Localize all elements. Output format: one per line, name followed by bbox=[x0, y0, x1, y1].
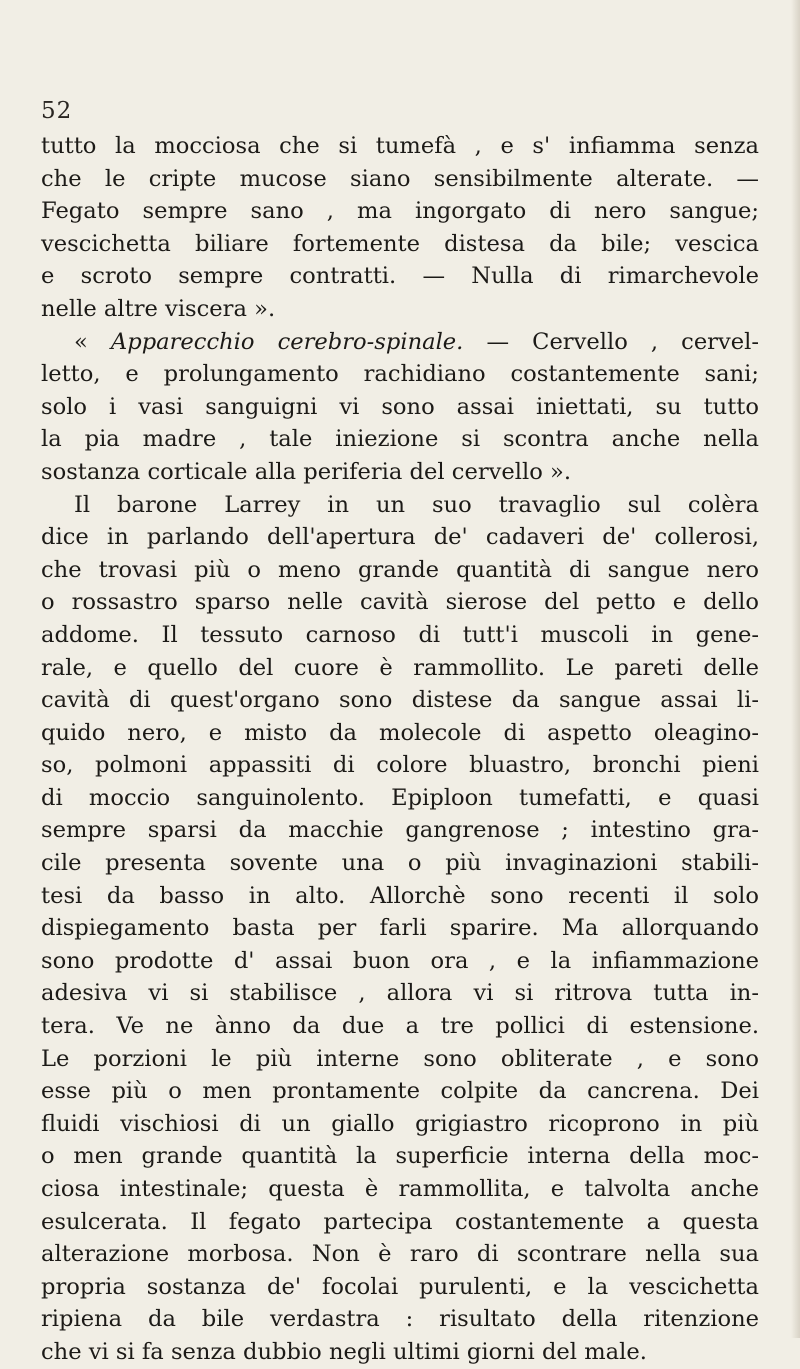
text-line: alterazione morbosa. Non è raro di scontrare nella sua bbox=[41, 1241, 759, 1268]
text-line: esse più o men prontamente colpite da cancrena. Dei bbox=[41, 1078, 759, 1105]
page-number: 52 bbox=[41, 98, 73, 124]
text-line: o rossastro sparso nelle cavità sierose del petto e dello bbox=[41, 589, 759, 616]
text-line: e scroto sempre contratti. — Nulla di rimarchevole bbox=[41, 263, 759, 290]
text-line: fluidi vischiosi di un giallo grigiastro ricoprono in più bbox=[41, 1110, 759, 1137]
text-line: sostanza corticale alla periferia del cervello ». bbox=[41, 458, 572, 485]
text-line: vescichetta biliare fortemente distesa da bile; vescica bbox=[41, 230, 759, 257]
text-line: tutto la mocciosa che si tumefà , e s' infiamma senza bbox=[41, 133, 759, 159]
text-line: ripiena da bile verdastra : risultato della ritenzione bbox=[41, 1306, 759, 1333]
text-line: tera. Ve ne ànno da due a tre pollici di estensione. bbox=[41, 1013, 759, 1040]
text-line: o men grande quantità la superficie interna della moc- bbox=[41, 1143, 759, 1170]
text-line: adesiva vi si stabilisce , allora vi si ritrova tutta in- bbox=[41, 980, 759, 1007]
text-line: sempre sparsi da macchie gangrenose ; intestino gra- bbox=[41, 817, 759, 844]
text-line: letto, e prolungamento rachidiano costantemente sani; bbox=[41, 361, 759, 388]
text-line: esulcerata. Il fegato partecipa costantemente a questa bbox=[41, 1208, 759, 1235]
text-line: so, polmoni appassiti di colore bluastro, bronchi pieni bbox=[41, 752, 759, 779]
text-line: che le cripte mucose siano sensibilmente alterate. — bbox=[41, 165, 759, 192]
text-line: quido nero, e misto da molecole di aspetto oleagino- bbox=[41, 719, 759, 746]
text-line: cavità di quest'organo sono distese da sangue assai li- bbox=[41, 687, 759, 714]
italic-section-title: Apparecchio cerebro-spinale. bbox=[110, 328, 464, 355]
text-line: dispiegamento basta per farli sparire. Ma allorquando bbox=[41, 915, 759, 942]
text-line: di moccio sanguinolento. Epiploon tumefatti, e quasi bbox=[41, 784, 759, 811]
text-line: che vi si fa senza dubbio negli ultimi giorni del male. bbox=[41, 1338, 647, 1365]
text-line: ciosa intestinale; questa è rammollita, e talvolta anche bbox=[41, 1176, 759, 1202]
text-line: Le porzioni le più interne sono obliterate , e sono bbox=[41, 1045, 759, 1072]
text-line: cile presenta sovente una o più invaginazioni stabili- bbox=[41, 850, 759, 877]
text-line: che trovasi più o meno grande quantità di sangue nero bbox=[41, 556, 759, 583]
body-text bbox=[41, 130, 759, 1369]
text-line: dice in parlando dell'apertura de' cadaveri de' collerosi, bbox=[41, 524, 759, 551]
text-line: propria sostanza de' focolai purulenti, e la vescichetta bbox=[41, 1273, 759, 1300]
text-line: nelle altre viscera ». bbox=[41, 295, 276, 322]
text-line: sono prodotte d' assai buon ora , e la infiammazione bbox=[41, 947, 759, 974]
text-line: Il barone Larrey in un suo travaglio sul colèra bbox=[74, 491, 759, 518]
text-line: Fegato sempre sano , ma ingorgato di nero sangue; bbox=[41, 198, 759, 225]
text-line: la pia madre , tale iniezione si scontra anche nella bbox=[41, 426, 759, 453]
text-line-heading: « Apparecchio cerebro-spinale. — Cervello , cervel- bbox=[74, 328, 759, 355]
text-line: rale, e quello del cuore è rammollito. Le pareti delle bbox=[41, 654, 759, 681]
text-line: tesi da basso in alto. Allorchè sono recenti il solo bbox=[41, 882, 759, 909]
text-line: solo i vasi sanguigni vi sono assai iniettati, su tutto bbox=[41, 393, 759, 420]
text-line: addome. Il tessuto carnoso di tutt'i muscoli in gene- bbox=[41, 621, 759, 648]
page-edge-shadow bbox=[791, 0, 800, 1338]
